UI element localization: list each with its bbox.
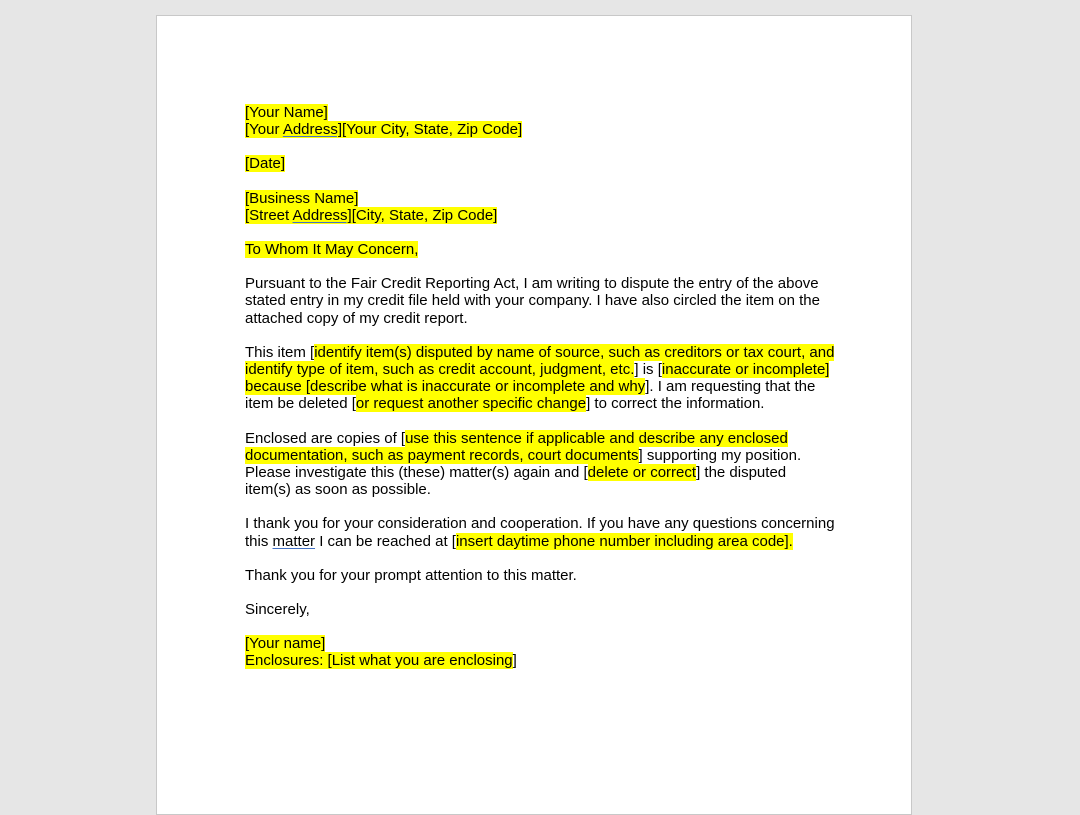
paragraph-5: Thank you for your prompt attention to this matter. [245, 566, 577, 584]
p4-grammar-flag: matter [272, 532, 316, 550]
p3-text-1: Enclosed are copies of [ [245, 429, 406, 447]
p2-highlight-2: inaccurate or incomplete] because [describe what is inaccurate or incomplete and why [245, 361, 830, 396]
salutation: To Whom It May Concern, [245, 241, 419, 259]
p4-highlight-1: insert daytime phone number including area code]. [455, 532, 793, 550]
p2-highlight-3: or request another specific change [355, 395, 587, 413]
p2-text-1: This item [ [245, 343, 315, 361]
sender-address-open: [Your [245, 121, 283, 139]
p4-text-1: I thank you for your consideration and cooperation. If you have any questions concerning this [245, 515, 835, 550]
p3-text-3: ] the disputed item(s) as soon as possible. [245, 464, 787, 499]
p2-text-3: ]. I am requesting that the item be deleted [ [245, 378, 816, 413]
recipient-street-open: [Street [245, 206, 293, 224]
paragraph-2 [245, 344, 835, 413]
p3-highlight-1: use this sentence if applicable and describe any enclosed documentation, such as payment records, court documents [245, 429, 788, 464]
signature-block [245, 635, 835, 669]
signature-name: [Your name] [245, 635, 326, 653]
sender-city: [Your City, State, Zip Code] [342, 121, 523, 139]
paragraph-4 [245, 515, 835, 549]
p2-text-2: ] is [ [634, 361, 662, 379]
sender-block [245, 104, 835, 138]
letter-date: [Date] [245, 155, 286, 173]
letter-body[interactable] [245, 104, 835, 687]
p2-text-4: ] to correct the information. [586, 395, 765, 413]
date-block [245, 155, 835, 172]
document-page [156, 15, 912, 815]
sender-address-word: Address] [282, 121, 343, 139]
recipient-block [245, 190, 835, 224]
enclosures-close: ] [512, 652, 517, 670]
closing: Sincerely, [245, 601, 310, 619]
paragraph-1: Pursuant to the Fair Credit Reporting Act, I am writing to dispute the entry of the above stated entry in my credit file held with your company. I have also circled the item on the attached copy of my credit report. [245, 275, 820, 327]
recipient-city: [City, State, Zip Code] [351, 206, 498, 224]
p4-text-2: I can be reached at [ [315, 532, 456, 550]
enclosures-text: Enclosures: [List what you are enclosing [245, 652, 513, 670]
recipient-address-word: Address] [292, 206, 352, 224]
recipient-business: [Business Name] [245, 189, 359, 207]
p2-highlight-1: identify item(s) disputed by name of source, such as creditors or tax court, and identify type of item, such as credit account, judgment, etc. [245, 343, 835, 379]
p3-highlight-2: delete or correct [587, 464, 697, 482]
paragraph-3 [245, 430, 835, 499]
p3-text-2: ] supporting my position. Please investigate this (these) matter(s) again and [ [245, 446, 802, 482]
sender-name: [Your Name] [245, 104, 328, 121]
salutation-block [245, 241, 835, 258]
